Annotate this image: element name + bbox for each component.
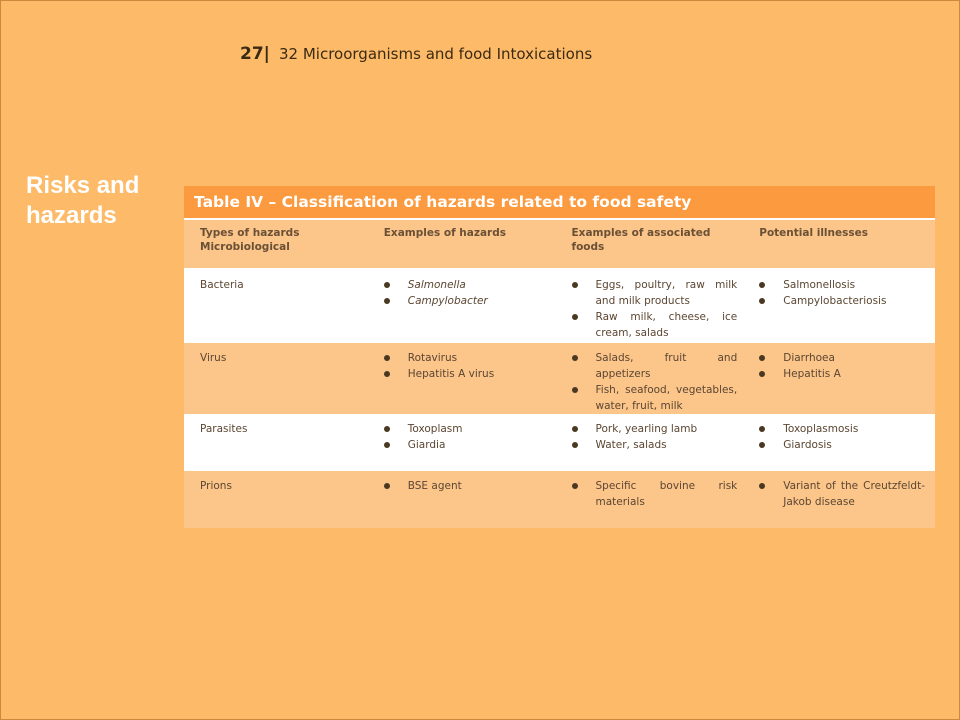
page-separator: |	[263, 44, 270, 64]
table-header-row	[184, 219, 935, 269]
foods-list	[572, 478, 738, 510]
list-item	[384, 366, 550, 382]
column-header-hazards: Examples of hazards	[372, 219, 560, 269]
hazards-list	[384, 277, 550, 309]
bullet-dot-icon	[384, 355, 390, 361]
column-header-illnesses: Potential illnesses	[747, 219, 935, 269]
bullet-dot-icon	[759, 483, 765, 489]
bullet-dot-icon	[572, 483, 578, 489]
bullet-dot-icon	[572, 442, 578, 448]
list-item	[759, 366, 925, 382]
bullet-dot-icon	[384, 483, 390, 489]
page-number: 27	[240, 44, 264, 64]
table-caption-row	[184, 186, 935, 219]
list-item-text: Toxoplasmosis	[783, 423, 859, 435]
bullet-dot-icon	[759, 298, 765, 304]
list-item-text: Giardosis	[783, 439, 832, 451]
list-item-text: Eggs, poultry, raw milk and milk products	[595, 279, 738, 307]
table-row	[184, 343, 935, 414]
table-row	[184, 414, 935, 471]
illnesses-cell	[747, 269, 935, 343]
bullet-dot-icon	[384, 426, 390, 432]
list-item	[384, 293, 550, 309]
list-item-text: Pork, yearling lamb	[595, 423, 698, 435]
list-item-text: Diarrhoea	[783, 352, 835, 364]
list-item-text: Raw milk, cheese, ice cream, salads	[595, 311, 738, 339]
bullet-dot-icon	[759, 426, 765, 432]
list-item-text: Hepatitis A virus	[407, 368, 495, 380]
list-item	[572, 437, 738, 453]
bullet-dot-icon	[572, 282, 578, 288]
illnesses-list	[759, 421, 925, 453]
bullet-dot-icon	[384, 371, 390, 377]
bullet-dot-icon	[572, 387, 578, 393]
hazard-type-cell: Prions	[184, 471, 372, 528]
foods-cell	[560, 471, 748, 528]
illnesses-list	[759, 478, 925, 510]
bullet-dot-icon	[384, 442, 390, 448]
list-item-text: Toxoplasm	[407, 423, 463, 435]
list-item	[759, 277, 925, 293]
foods-cell	[560, 343, 748, 414]
hazards-list	[384, 421, 550, 453]
illnesses-cell	[747, 414, 935, 471]
list-item-text: Specific bovine risk materials	[595, 480, 738, 508]
foods-list	[572, 277, 738, 341]
hazards-list	[384, 350, 550, 382]
foods-cell	[560, 269, 748, 343]
list-item	[384, 437, 550, 453]
hazard-type-cell: Bacteria	[184, 269, 372, 343]
bullet-dot-icon	[759, 282, 765, 288]
bullet-dot-icon	[384, 298, 390, 304]
list-item	[384, 350, 550, 366]
hazards-cell	[372, 414, 560, 471]
list-item-text: Variant of the Creutzfeldt-Jakob disease	[783, 480, 925, 508]
hazard-classification-table	[184, 186, 935, 528]
list-item	[759, 421, 925, 437]
list-item-text: Salads, fruit and appetizers	[595, 352, 738, 380]
table-caption: Table IV – Classification of hazards related to food safety	[184, 186, 935, 219]
list-item	[759, 293, 925, 309]
bullet-dot-icon	[384, 282, 390, 288]
table-row	[184, 471, 935, 528]
hazards-cell	[372, 343, 560, 414]
list-item-text: Rotavirus	[407, 352, 458, 364]
illnesses-list	[759, 277, 925, 309]
page-header	[240, 44, 592, 64]
list-item-text: Campylobacteriosis	[783, 295, 887, 307]
hazards-cell	[372, 269, 560, 343]
list-item-text: Water, salads	[595, 439, 667, 451]
list-item	[384, 478, 550, 494]
list-item	[572, 277, 738, 309]
illnesses-cell	[747, 471, 935, 528]
list-item-text: Giardia	[407, 439, 446, 451]
list-item	[759, 437, 925, 453]
list-item	[572, 309, 738, 341]
foods-list	[572, 421, 738, 453]
foods-list	[572, 350, 738, 414]
hazards-cell	[372, 471, 560, 528]
list-item-text: Campylobacter	[407, 295, 488, 307]
table-row	[184, 269, 935, 343]
list-item	[384, 277, 550, 293]
list-item	[759, 350, 925, 366]
hazards-list	[384, 478, 550, 494]
section-title: Risks and hazards	[26, 172, 140, 229]
list-item	[572, 382, 738, 414]
list-item-text: Fish, seafood, vegetables, water, fruit, milk	[595, 384, 738, 412]
bullet-dot-icon	[759, 355, 765, 361]
column-header-foods: Examples of associated foods	[560, 219, 748, 269]
list-item	[572, 421, 738, 437]
list-item-text: Hepatitis A	[783, 368, 841, 380]
page-title: 32 Microorganisms and food Intoxications	[278, 45, 593, 63]
illnesses-list	[759, 350, 925, 382]
list-item-text: Salmonellosis	[783, 279, 856, 291]
bullet-dot-icon	[759, 371, 765, 377]
bullet-dot-icon	[759, 442, 765, 448]
list-item-text: BSE agent	[407, 480, 462, 492]
list-item	[572, 478, 738, 510]
bullet-dot-icon	[572, 355, 578, 361]
list-item	[572, 350, 738, 382]
foods-cell	[560, 414, 748, 471]
illnesses-cell	[747, 343, 935, 414]
list-item-text: Salmonella	[407, 279, 466, 291]
list-item	[384, 421, 550, 437]
bullet-dot-icon	[572, 314, 578, 320]
list-item	[759, 478, 925, 510]
column-header-type: Types of hazards Microbiological	[184, 219, 372, 269]
hazard-type-cell: Parasites	[184, 414, 372, 471]
bullet-dot-icon	[572, 426, 578, 432]
hazard-type-cell: Virus	[184, 343, 372, 414]
